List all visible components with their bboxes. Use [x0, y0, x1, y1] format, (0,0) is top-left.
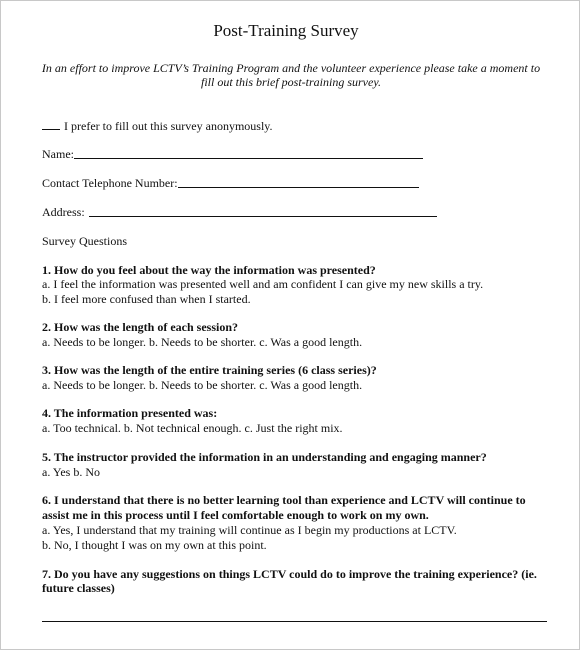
address-input-line[interactable] — [89, 216, 437, 217]
name-input-line[interactable] — [74, 158, 423, 159]
phone-input-line[interactable] — [178, 187, 419, 188]
name-label: Name: — [42, 147, 74, 161]
question-1-option-a[interactable]: a. I feel the information was presented well and am confident I can give my new skills a try. — [42, 277, 484, 291]
phone-label: Contact Telephone Number: — [42, 176, 178, 190]
intro-line-2: fill out this brief post-training survey. — [201, 75, 381, 89]
question-6-line-1: 6. I understand that there is no better learning tool than experience and LCTV will continue to — [42, 493, 526, 507]
question-3: 3. How was the length of the entire training series (6 class series)? — [42, 363, 377, 377]
question-7-line-1: 7. Do you have any suggestions on things LCTV could do to improve the training experience? (ie. — [42, 567, 537, 581]
anonymous-checkbox-blank[interactable] — [42, 119, 60, 130]
question-5: 5. The instructor provided the information in an understanding and engaging manner? — [42, 450, 487, 464]
address-label: Address: — [42, 205, 85, 219]
question-4: 4. The information presented was: — [42, 406, 218, 420]
question-3-options[interactable]: a. Needs to be longer. b. Needs to be shorter. c. Was a good length. — [42, 378, 363, 392]
question-6-option-b[interactable]: b. No, I thought I was on my own at this point. — [42, 538, 267, 552]
page-title: Post-Training Survey — [213, 21, 359, 40]
question-1: 1. How do you feel about the way the information was presented? — [42, 263, 376, 277]
anonymous-option[interactable] — [42, 119, 273, 133]
question-7-line-2: future classes) — [42, 581, 115, 595]
section-heading: Survey Questions — [42, 234, 127, 248]
suggestions-input-line[interactable] — [42, 621, 547, 622]
question-2: 2. How was the length of each session? — [42, 320, 239, 334]
intro-line-1: In an effort to improve LCTV’s Training Program and the volunteer experience please take a moment to — [41, 61, 541, 75]
question-5-options[interactable]: a. Yes b. No — [42, 465, 101, 479]
anonymous-label: I prefer to fill out this survey anonymously. — [64, 119, 273, 133]
question-6-line-2: assist me in this process until I feel comfortable enough to work on my own. — [42, 508, 429, 522]
question-4-options[interactable]: a. Too technical. b. Not technical enough. c. Just the right mix. — [42, 421, 343, 435]
question-6-option-a[interactable]: a. Yes, I understand that my training will continue as I begin my productions at LCTV. — [42, 523, 457, 537]
question-1-option-b[interactable]: b. I feel more confused than when I started. — [42, 292, 251, 306]
question-2-options[interactable]: a. Needs to be longer. b. Needs to be shorter. c. Was a good length. — [42, 335, 363, 349]
